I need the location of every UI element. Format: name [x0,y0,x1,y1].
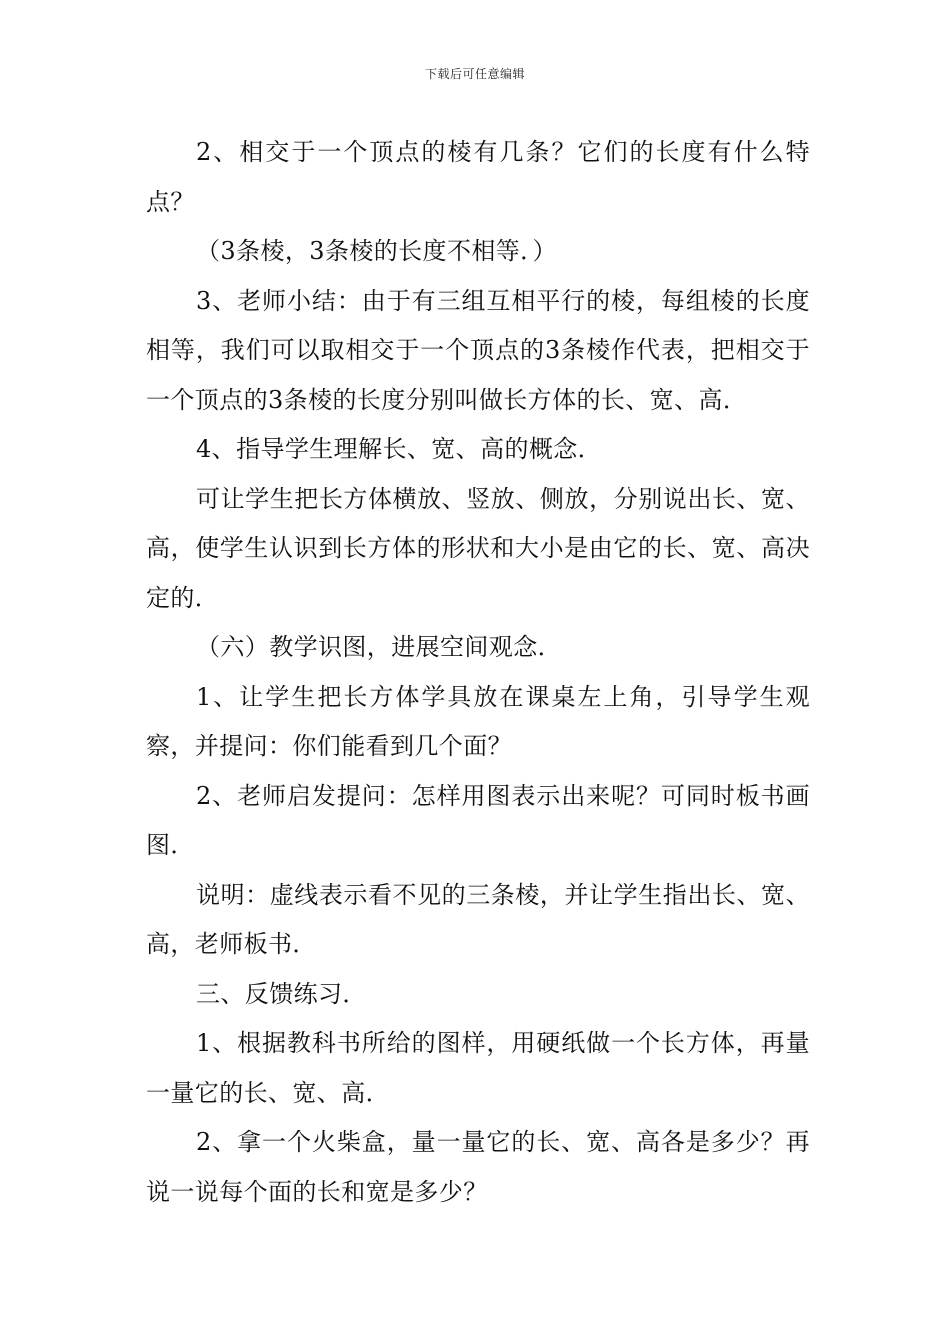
paragraph-draw-figure: 2、老师启发提问：怎样用图表示出来呢？可同时板书画图． [146,781,810,859]
page-header: 下载后可任意编辑 [424,67,525,81]
paragraph-placement-activity: 可让学生把长方体横放、竖放、侧放，分别说出长、宽、高，使学生认识到长方体的形状和大小是由它的长、宽、高决定的． [146,484,810,612]
paragraph-observe-faces: 1、让学生把长方体学具放在课桌左上角，引导学生观察，并提问：你们能看到几个面？ [146,682,810,760]
section-heading-reading-figures: （六）教学识图，进展空间观念． [196,633,562,661]
paragraph-practice-cardboard: 1、根据教科书所给的图样，用硬纸做一个长方体，再量一量它的长、宽、高． [146,1029,810,1107]
section-heading-feedback-practice: 三、反馈练习． [196,979,367,1008]
paragraph-edges-at-vertex-question: 2、相交于一个顶点的棱有几条？它们的长度有什么特点？ [146,138,810,216]
paragraph-practice-matchbox: 2、拿一个火柴盒，量一量它的长、宽、高各是多少？再说一说每个面的长和宽是多少？ [146,1128,810,1206]
paragraph-teacher-summary: 3、老师小结：由于有三组互相平行的棱，每组棱的长度相等，我们可以取相交于一个顶点的3条棱作代表，把相交于一个顶点的3条棱的长度分别叫做长方体的长、宽、高． [146,286,810,414]
paragraph-edges-answer: （3条棱，3条棱的长度不相等．） [196,237,557,265]
paragraph-dashed-lines-note: 说明：虚线表示看不见的三条棱，并让学生指出长、宽、高，老师板书． [146,880,810,958]
paragraph-guide-concepts: 4、指导学生理解长、宽、高的概念． [196,435,603,463]
document-body [146,128,810,1217]
